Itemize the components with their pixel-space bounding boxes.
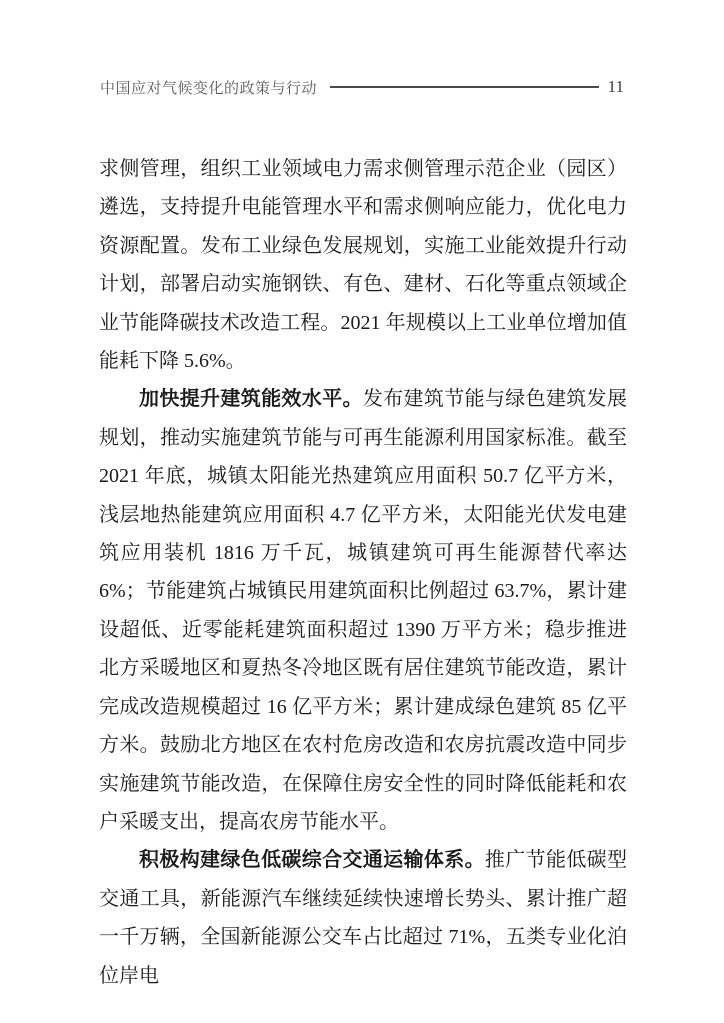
paragraph-text: 求侧管理，组织工业领域电力需求侧管理示范企业（园区）遴选，支持提升电能管理水平和需求侧响应能力，优化电力资源配置。发布工业绿色发展规划，实施工业能效提升行动计划，部署启动实施钢铁、有色、建材、石化等重点领域企业节能降碳技术改造工程。2021 年规模以上工业单位增加值能耗下降 5.6%。 xyxy=(99,158,627,373)
page-number: 11 xyxy=(607,77,624,96)
running-header-title: 中国应对气候变化的政策与行动 xyxy=(100,79,318,97)
paragraph-lead-bold: 加快提升建筑能效水平。 xyxy=(139,388,363,411)
paragraph-text: 发布建筑节能与绿色建筑发展规划，推动实施建筑节能与可再生能源利用国家标准。截至 2021 年底，城镇太阳能光热建筑应用面积 50.7 亿平方米，浅层地热能建筑应用面积 4.7 亿平方米，太阳能光伏发电建筑应用装机 1816 万千瓦，城镇建筑可再生能源替代率达 6%；节能建筑占城镇民用建筑面积比例超过 63.7%，累计建设超低、近零能耗建筑面积超过 1390 万平方米；稳步推进北方采暖地区和夏热冬冷地区既有居住建筑节能改造，累计完成改造规模超过 16 亿平方米；累计建成绿色建筑 85 亿平方米。鼓励北方地区在农村危房改造和农房抗震改造中同步实施建筑节能改造，在保障住房安全性的同时降低能耗和农户采暖支出，提高农房节能水平。 xyxy=(99,388,628,833)
header-rule xyxy=(330,86,599,88)
running-header xyxy=(100,76,624,98)
page-body xyxy=(99,150,627,995)
paragraph-industry-energy-continuation xyxy=(99,150,627,380)
paragraph-text: 推广节能低碳型交通工具，新能源汽车继续延续快速增长势头、累计推广超一千万辆，全国新能源公交车占比超过 71%，五类专业化泊位岸电 xyxy=(99,849,628,987)
paragraph-green-transport-system xyxy=(99,841,627,995)
paragraph-building-energy-efficiency xyxy=(99,380,627,841)
paragraph-lead-bold: 积极构建绿色低碳综合交通运输体系。 xyxy=(139,849,485,872)
